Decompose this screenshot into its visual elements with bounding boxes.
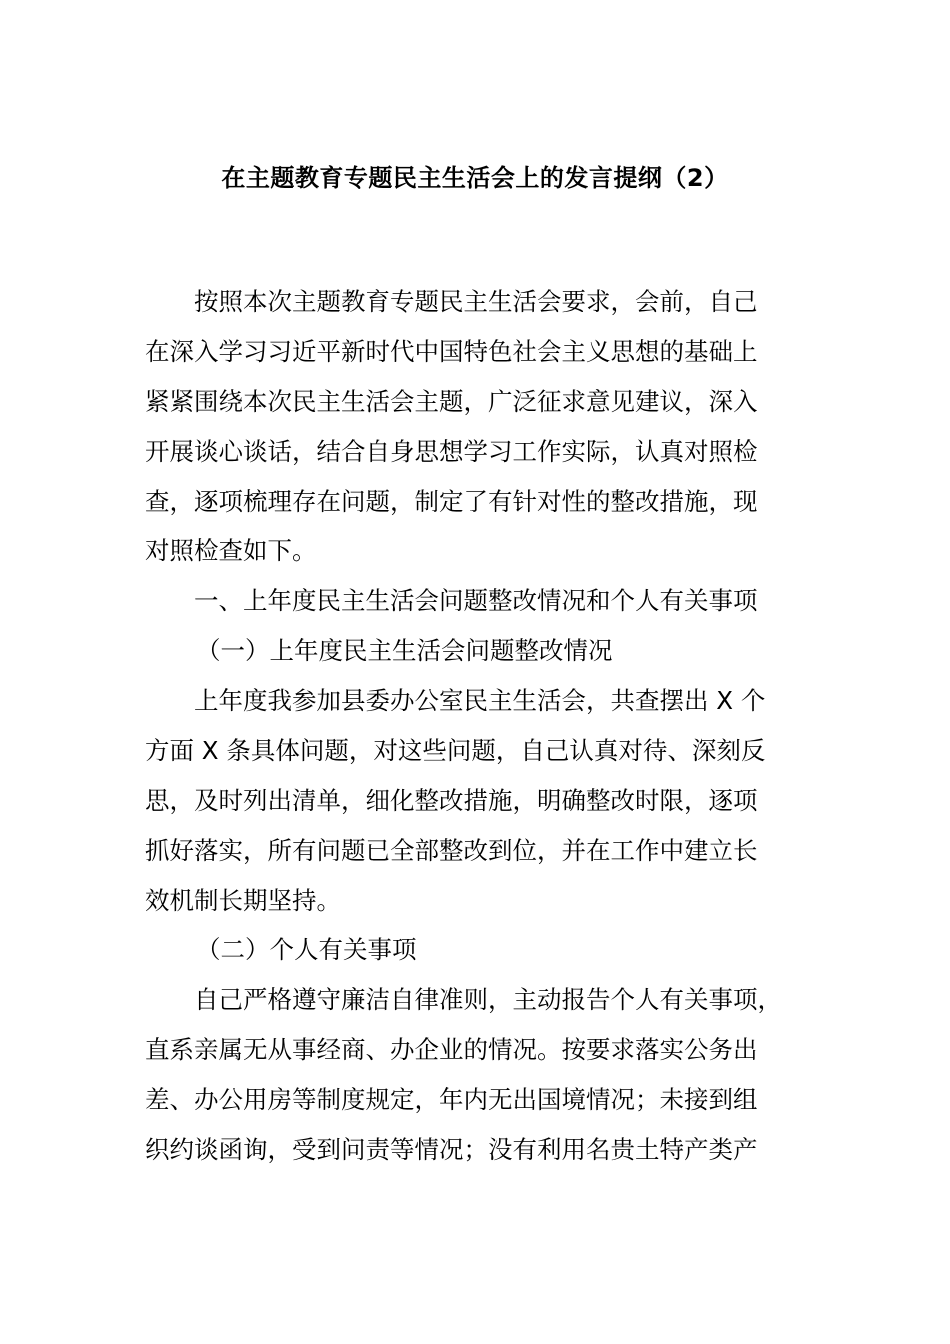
paragraph-line: 方面 X 条具体问题，对这些问题，自己认真对待、深刻反 (145, 736, 766, 765)
document-title: 在主题教育专题民主生活会上的发言提纲（2） (221, 164, 729, 192)
paragraph-line: 差、办公用房等制度规定，年内无出国境情况；未接到组 (145, 1085, 758, 1114)
paragraph-line: 在深入学习习近平新时代中国特色社会主义思想的基础上 (145, 337, 758, 366)
paragraph-line: 对照检查如下。 (145, 536, 317, 565)
subsection-heading: （二）个人有关事项 (196, 935, 417, 964)
paragraph-line: 自己严格遵守廉洁自律准则，主动报告个人有关事项， (194, 985, 782, 1014)
paragraph-line: 查，逐项梳理存在问题，制定了有针对性的整改措施，现 (145, 487, 758, 516)
paragraph-line: 上年度我参加县委办公室民主生活会，共查摆出 X 个 (194, 686, 766, 715)
paragraph-line: 开展谈心谈话，结合自身思想学习工作实际，认真对照检 (145, 437, 758, 466)
paragraph-line: 织约谈函询，受到问责等情况；没有利用名贵土特产类产 (145, 1135, 758, 1164)
paragraph-line: 直系亲属无从事经商、办企业的情况。按要求落实公务出 (145, 1035, 758, 1064)
paragraph-line: 效机制长期坚持。 (145, 886, 341, 915)
subsection-heading: （一）上年度民主生活会问题整改情况 (196, 636, 613, 665)
section-heading: 一、上年度民主生活会问题整改情况和个人有关事项 (194, 586, 758, 615)
paragraph-line: 思，及时列出清单，细化整改措施，明确整改时限，逐项 (145, 786, 758, 815)
paragraph-line: 按照本次主题教育专题民主生活会要求，会前，自己 (194, 287, 758, 316)
paragraph-line: 抓好落实，所有问题已全部整改到位，并在工作中建立长 (145, 836, 758, 865)
paragraph-line: 紧紧围绕本次民主生活会主题，广泛征求意见建议，深入 (145, 387, 758, 416)
